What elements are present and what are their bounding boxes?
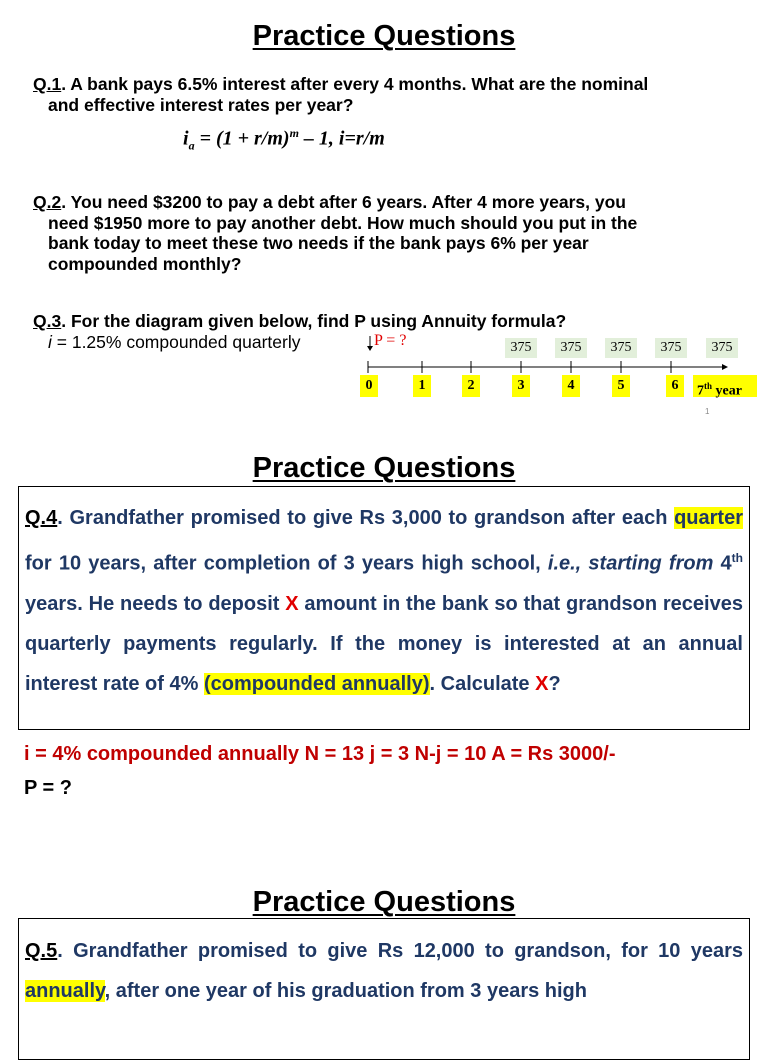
- formula-mid: = (1 + r/m): [194, 127, 290, 150]
- q4-text: . Calculate: [429, 672, 536, 695]
- slide2-title: Practice Questions: [252, 452, 516, 484]
- q4-x: X: [285, 592, 299, 615]
- payment-375: 375: [505, 338, 537, 358]
- q4-text: . Grandfather promised to give Rs 3,000 to grandson after each: [57, 507, 668, 529]
- q4-given-values: i = 4% compounded annually N = 13 j = 3 N-j = 10 A = Rs 3000/-: [24, 743, 616, 765]
- period-label-year: [693, 375, 757, 397]
- payment-375: 375: [706, 338, 738, 358]
- q3-text-line1: . For the diagram given below, find P using Annuity formula?: [61, 311, 567, 331]
- formula-end: – 1, i=r/m: [298, 127, 385, 150]
- q4-ie: i.e.,: [547, 552, 582, 575]
- q4-x: X: [535, 672, 549, 695]
- q2-label: Q.2: [33, 192, 62, 212]
- q5-paragraph: [19, 919, 749, 1011]
- period-label: 4: [562, 375, 580, 397]
- q4-box: [18, 486, 750, 730]
- q4-text: years. He needs to deposit: [25, 592, 286, 615]
- page-number: 1: [705, 407, 710, 416]
- q1-formula: [183, 126, 385, 154]
- period-label: 2: [462, 375, 480, 397]
- q5-label: Q.5: [25, 940, 58, 962]
- q4-text: for 10 years, after completion of 3 years high school,: [25, 552, 548, 575]
- period-label: 5: [612, 375, 630, 397]
- year-num: 7: [697, 383, 704, 399]
- cashflow-timeline: [360, 330, 760, 420]
- period-label: 0: [360, 375, 378, 397]
- payment-375: 375: [655, 338, 687, 358]
- period-label: 1: [413, 375, 431, 397]
- q2-text-line4: compounded monthly?: [48, 253, 242, 274]
- q4-starting-from: starting from: [588, 552, 714, 575]
- q1-label: Q.1: [33, 74, 62, 94]
- q4-find-p: P = ?: [24, 777, 72, 799]
- q3-rate-i: i: [48, 331, 52, 352]
- q4-text: ?: [548, 672, 561, 695]
- q5-box: [18, 918, 750, 1060]
- q3-rate-text: = 1.25% compounded quarterly: [51, 331, 301, 352]
- slide3-title: Practice Questions: [252, 886, 516, 918]
- q5-text: years: [690, 940, 743, 962]
- q3-label: Q.3: [33, 311, 62, 331]
- q2-text-line3: bank today to meet these two needs if the bank pays 6% per year: [48, 233, 589, 253]
- q4-paragraph: [19, 487, 749, 704]
- formula-sub: a: [188, 138, 195, 153]
- q2-text-line2: need $1950 more to pay another debt. How much should you put in the: [48, 212, 638, 233]
- year-sup: th: [704, 381, 713, 391]
- q4-text: 4: [713, 552, 732, 575]
- highlight-compounded-annually: (compounded annually): [203, 672, 430, 695]
- q1-text-line1: . A bank pays 6.5% interest after every 4 months. What are the nominal: [61, 74, 649, 94]
- q5-text: , after one year of his graduation from 3 years high: [104, 980, 587, 1002]
- period-label: 6: [666, 375, 684, 397]
- period-label: 3: [512, 375, 530, 397]
- formula-i: i: [183, 127, 189, 150]
- payment-375: 375: [555, 338, 587, 358]
- q4-sup: th: [731, 551, 743, 565]
- q2-text-line1: . You need $3200 to pay a debt after 6 years. After 4 more years, you: [61, 192, 626, 212]
- q5-text: . Grandfather promised to give Rs 12,000 to grandson, for 10: [57, 940, 681, 962]
- question-1: [33, 74, 733, 115]
- formula-sup: m: [289, 126, 299, 140]
- payment-375: 375: [605, 338, 637, 358]
- question-2: [33, 192, 733, 274]
- slide1-title: Practice Questions: [252, 20, 516, 52]
- year-word: year: [715, 383, 742, 399]
- highlight-annually: annually: [25, 980, 105, 1002]
- present-value-label: P = ?: [374, 332, 407, 349]
- q4-text: amount in the bank so that grandson receives quarterly payments regularly. If the money is interested at an annual interest rate of 4%: [25, 592, 743, 695]
- q1-text-line2: and effective interest rates per year?: [48, 94, 354, 115]
- q4-label: Q.4: [25, 507, 58, 529]
- highlight-quarter: quarter: [674, 507, 743, 529]
